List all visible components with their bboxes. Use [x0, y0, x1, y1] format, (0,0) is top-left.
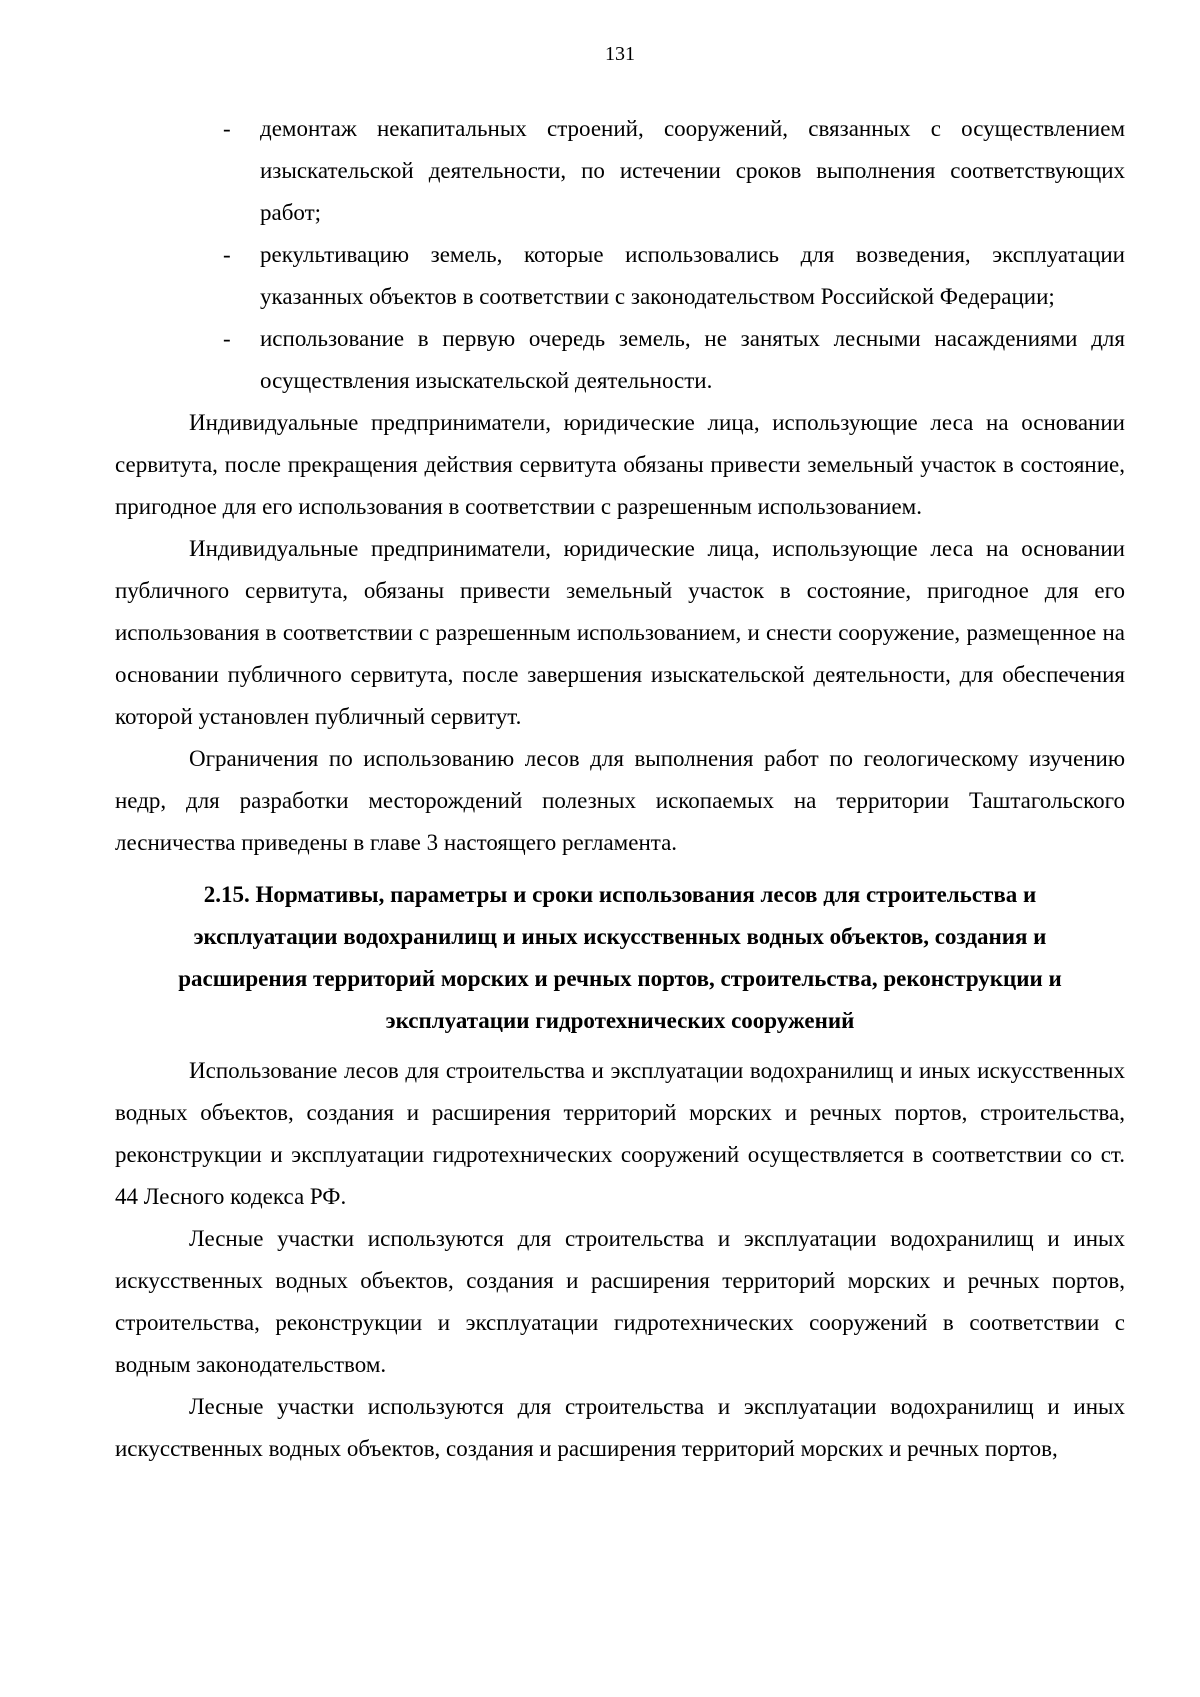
page-number: 131 — [605, 43, 635, 65]
list-item-text: демонтаж некапитальных строений, сооружений, связанных с осуществлением изыскательской деятельности, по истечении сроков выполнения соответствующих работ; — [260, 116, 1125, 225]
list-item-text: использование в первую очередь земель, не занятых лесными насаждениями для осуществления изыскательской деятельности. — [260, 326, 1125, 393]
section-heading: 2.15. Нормативы, параметры и сроки использования лесов для строительства и эксплуатации водохранилищ и иных искусственных водных объектов, создания и расширения территорий морских и речных портов, строительства, реконструкции и эксплуатации гидротехнических сооружений — [178, 882, 1062, 1033]
list-dash: - — [223, 326, 231, 351]
paragraph: Лесные участки используются для строительства и эксплуатации водохранилищ и иных искусственных водных объектов, создания и расширения территорий морских и речных портов, — [115, 1394, 1125, 1461]
document-body — [115, 108, 1125, 1470]
list-item-text: рекультивацию земель, которые использовались для возведения, эксплуатации указанных объектов в соответствии с законодательством Российской Федерации; — [260, 242, 1125, 309]
paragraph: Индивидуальные предприниматели, юридические лица, использующие леса на основании сервитута, после прекращения действия сервитута обязаны привести земельный участок в состояние, пригодное для его использования в соответствии с разрешенным использованием. — [115, 410, 1125, 519]
paragraph: Лесные участки используются для строительства и эксплуатации водохранилищ и иных искусственных водных объектов, создания и расширения территорий морских и речных портов, строительства, реконструкции и эксплуатации гидротехнических сооружений в соответствии с водным законодательством. — [115, 1226, 1125, 1377]
paragraph: Использование лесов для строительства и эксплуатации водохранилищ и иных искусственных водных объектов, создания и расширения территорий морских и речных портов, строительства, реконструкции и эксплуатации гидротехнических сооружений осуществляется в соответствии со ст. 44 Лесного кодекса РФ. — [115, 1058, 1125, 1209]
paragraph: Ограничения по использованию лесов для выполнения работ по геологическому изучению недр, для разработки месторождений полезных ископаемых на территории Таштагольского лесничества приведены в главе 3 настоящего регламента. — [115, 746, 1125, 855]
list-item — [115, 234, 1125, 318]
list-dash: - — [223, 242, 231, 267]
list-dash: - — [223, 116, 231, 141]
paragraph: Индивидуальные предприниматели, юридические лица, использующие леса на основании публичного сервитута, обязаны привести земельный участок в состояние, пригодное для его использования в соответствии с разрешенным использованием, и снести сооружение, размещенное на основании публичного сервитута, после завершения изыскательской деятельности, для обеспечения которой установлен публичный сервитут. — [115, 536, 1125, 729]
list-item — [115, 318, 1125, 402]
list-item — [115, 108, 1125, 234]
